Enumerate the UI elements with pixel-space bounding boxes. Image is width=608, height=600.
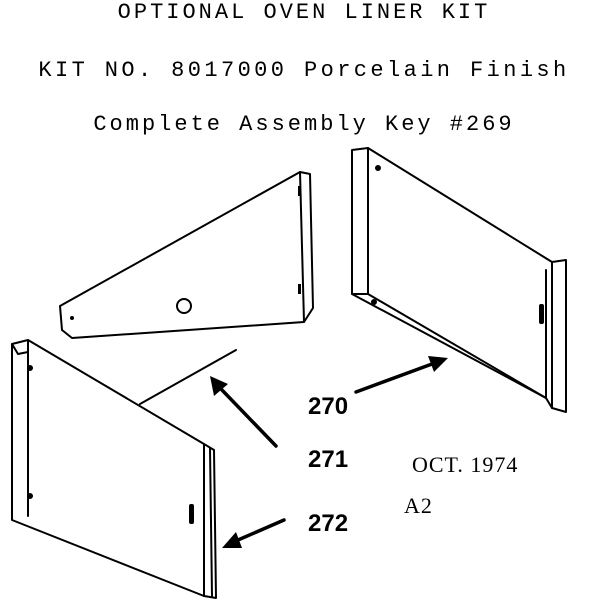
- revision-code: A2: [404, 493, 433, 518]
- right-side-liner-panel: [352, 148, 566, 412]
- back-panel-hole-icon: [177, 299, 191, 313]
- part-key-270: 270: [308, 393, 349, 420]
- leader-arrow-271: [210, 376, 276, 446]
- assembly-key-line: Complete Assembly Key #269: [93, 112, 515, 137]
- part-key-272: 272: [308, 510, 349, 537]
- date-note: OCT. 1974: [412, 452, 519, 477]
- part-key-271: 271: [308, 446, 349, 473]
- kit-number-line: KIT NO. 8017000 Porcelain Finish: [38, 58, 570, 83]
- diagram-title: OPTIONAL OVEN LINER KIT: [117, 0, 491, 25]
- leader-arrow-272: [222, 520, 284, 548]
- leader-arrow-270: [356, 356, 448, 392]
- back-liner-panel: [60, 172, 313, 338]
